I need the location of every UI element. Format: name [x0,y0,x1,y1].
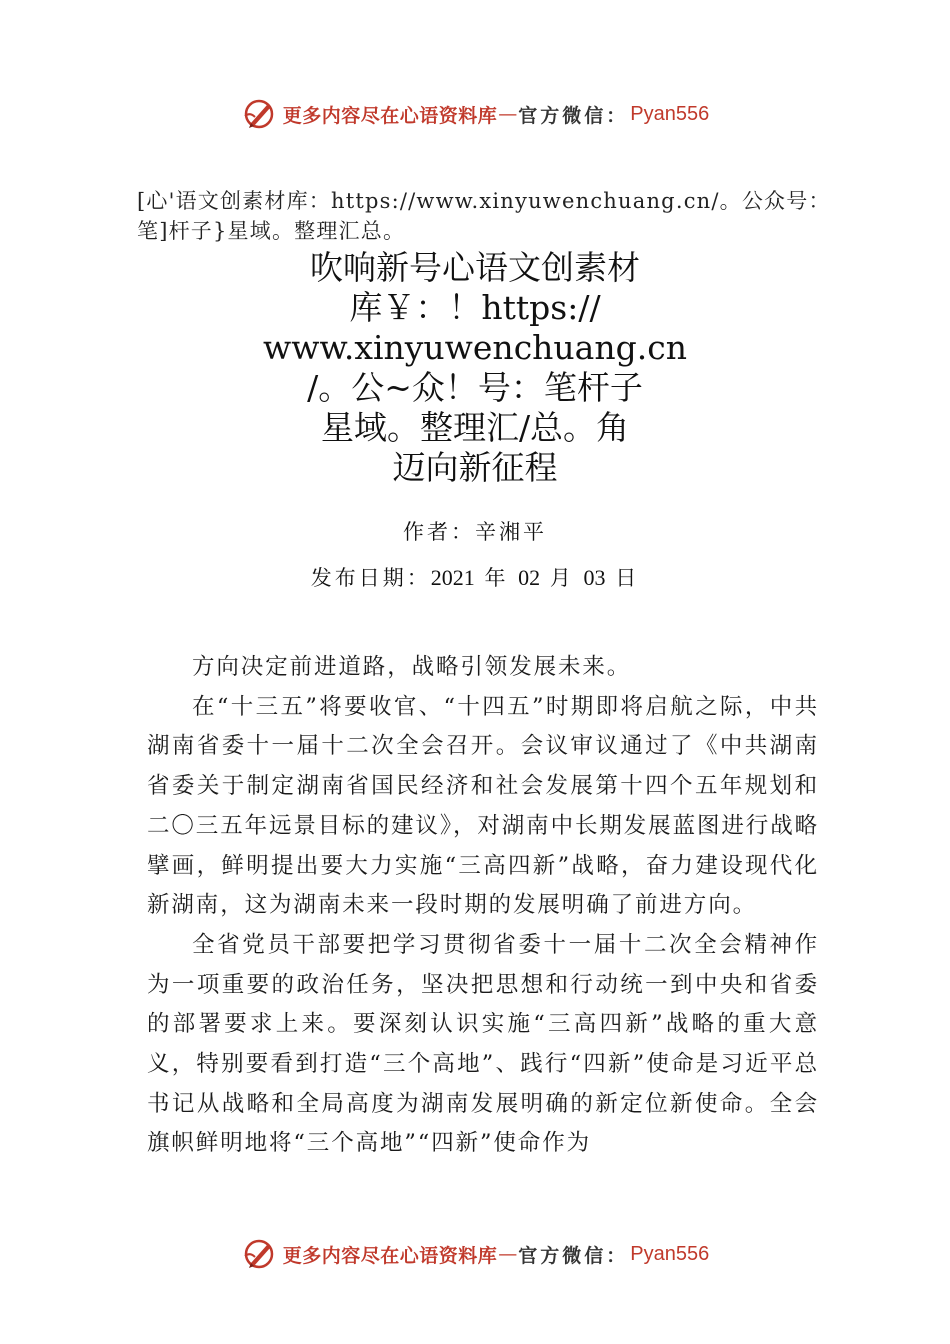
pen-logo-icon [241,1236,277,1272]
date-day-unit: 日 [615,566,640,590]
date-day: 03 [583,565,606,590]
paragraph: 全省党员干部要把学习贯彻省委十一届十二次全会精神作为一项重要的政治任务，坚决把思想和行动统一到中央和省委的部署要求上来。要深刻认识实施“三高四新”战略的重大意义，特别要看到打造“三个高地”、践行“四新”使命是习近平总书记从战略和全局高度为湖南发展明确的新定位新使命。全会旗帜鲜明地将“三个高地”“四新”使命作为 [147,931,819,1157]
date-label: 发布日期： [310,566,431,590]
paragraph: 方向决定前进道路，战略引领发展未来。 [192,654,632,680]
banner-site-text: 更多内容尽在心语资料库 [282,104,498,127]
banner-wechat-label: 官方微信： [518,1244,629,1267]
title-line: www.xinyuwenchuang.cn [263,328,687,367]
header-banner [0,94,950,134]
banner-site-text: 更多内容尽在心语资料库 [282,1244,498,1267]
banner-dash: — [498,103,518,125]
publish-date [0,562,950,592]
title-line: 吹响新号心语文创素材 [310,248,640,287]
footer-banner [0,1234,950,1274]
title-line: 迈向新征程 [392,448,558,487]
date-year: 2021 [430,565,475,590]
banner-wechat-id: Pyan556 [630,1242,710,1265]
date-month: 02 [518,565,541,590]
banner-wechat-label: 官方微信： [518,104,629,127]
title-line: 库￥：！https:// [349,288,601,327]
paragraph: 在“十三五”将要收官、“十四五”时期即将启航之际，中共湖南省委十一届十二次全会召开。会议审议通过了《中共湖南省委关于制定湖南省国民经济和社会发展第十四个五年规划和二〇三五年远景目标的建议》，对湖南中长期发展蓝图进行战略擘画，鲜明提出要大力实施“三高四新”战略，奋力建设现代化新湖南，这为湖南未来一段时期的发展明确了前进方向。 [147,693,819,919]
date-month-unit: 月 [549,566,574,590]
date-year-unit: 年 [484,566,509,590]
article-title [0,248,950,488]
article-body [147,648,819,1164]
source-note: [心'语文创素材库：https://www.xinyuwenchuang.cn/。公众号：笔]杆子}星域。整理汇总。 [137,189,831,243]
banner-wechat-id: Pyan556 [630,102,710,125]
title-line: /。公~众！号：笔杆子 [307,368,643,407]
banner-dash: — [498,1243,518,1265]
author-line [0,516,950,546]
author-label: 作者： [403,520,475,544]
title-line: 星域。整理汇/总。角 [320,408,630,447]
pen-logo-icon [241,96,277,132]
author-name: 辛湘平 [475,520,547,544]
